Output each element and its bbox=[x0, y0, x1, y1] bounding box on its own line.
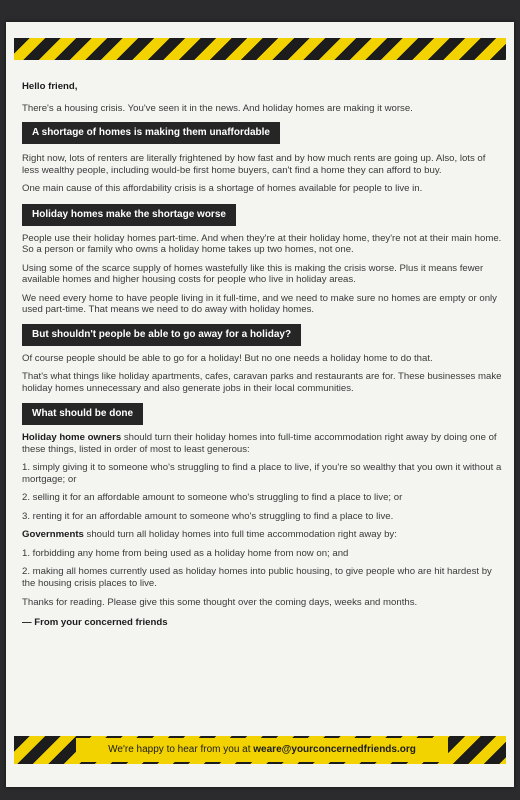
flyer-content bbox=[22, 78, 504, 628]
section-heading-shortage: A shortage of homes is making them unaffordable bbox=[22, 122, 280, 144]
gov-option-2: 2. making all homes currently used as holiday homes into public housing, to give people who are hit hardest by the housing crisis places to live. bbox=[22, 566, 492, 589]
go-away-paragraph-2: That's what things like holiday apartments, cafes, caravan parks and restaurants are for. These businesses make holiday homes unnecessary and also generate jobs in their local communities. bbox=[22, 371, 502, 394]
owners-rest: should turn their holiday homes into full-time accommodation right away by doing one of these things, listed in order of most to least generous: bbox=[22, 432, 497, 455]
owner-option-3: 3. renting it for an affordable amount to someone who's struggling to find a place to live. bbox=[22, 510, 394, 522]
owner-option-1: 1. simply giving it to someone who's struggling to find a place to live, if you're so wealthy that you own it without a mortgage; or bbox=[22, 462, 502, 485]
governments-paragraph bbox=[22, 529, 504, 541]
governments-rest: should turn all holiday homes into full time accommodation right away by: bbox=[83, 529, 397, 540]
holiday-paragraph-2: Using some of the scarce supply of homes wastefully like this is making the crisis worse. Plus it means fewer available homes and higher housing costs for people who live in holiday areas. bbox=[22, 262, 484, 285]
holiday-paragraph-1: People use their holiday homes part-time. And when they're at their holiday home, they're not at their main home. So a person or family who owns a holiday home takes up two homes, not one. bbox=[22, 232, 502, 255]
go-away-paragraph-1: Of course people should be able to go for a holiday! But no one needs a holiday home to do that. bbox=[22, 352, 433, 364]
holiday-paragraph-3: We need every home to have people living in it full-time, and we need to make sure no homes are empty or only used part-time. That means we need to do away with holiday homes. bbox=[22, 292, 497, 315]
owners-lead: Holiday home owners bbox=[22, 432, 122, 443]
footer-text: We're happy to hear from you at bbox=[108, 744, 254, 755]
footer-email[interactable]: weare@yourconcernedfriends.org bbox=[253, 744, 416, 755]
shortage-paragraph-2: One main cause of this affordability crisis is a shortage of homes available for people to live in. bbox=[22, 183, 423, 194]
owner-option-2: 2. selling it for an affordable amount to someone who's struggling to find a place to live; or bbox=[22, 492, 403, 503]
owners-paragraph bbox=[22, 432, 504, 455]
flyer-page bbox=[6, 22, 514, 787]
gov-option-1: 1. forbidding any home from being used as a holiday home from now on; and bbox=[22, 547, 349, 559]
footer-contact bbox=[76, 738, 448, 762]
shortage-paragraph-1: Right now, lots of renters are literally frightened by how fast and by how much rents are going up. Also, lots of less wealthy people, including would-be first home buyers, can't find a home they can afford to buy. bbox=[22, 153, 486, 176]
section-heading-what-to-do: What should be done bbox=[22, 403, 143, 425]
governments-lead: Governments bbox=[22, 529, 84, 540]
top-hazard-stripe bbox=[14, 38, 506, 60]
signoff: — From your concerned friends bbox=[22, 616, 168, 628]
section-heading-go-away: But shouldn't people be able to go away for a holiday? bbox=[22, 324, 301, 346]
greeting: Hello friend, bbox=[22, 81, 78, 92]
closing-text: Thanks for reading. Please give this some thought over the coming days, weeks and months. bbox=[22, 597, 418, 608]
section-heading-holiday-homes: Holiday homes make the shortage worse bbox=[22, 204, 236, 226]
intro-text: There's a housing crisis. You've seen it in the news. And holiday homes are making it worse. bbox=[22, 102, 413, 114]
